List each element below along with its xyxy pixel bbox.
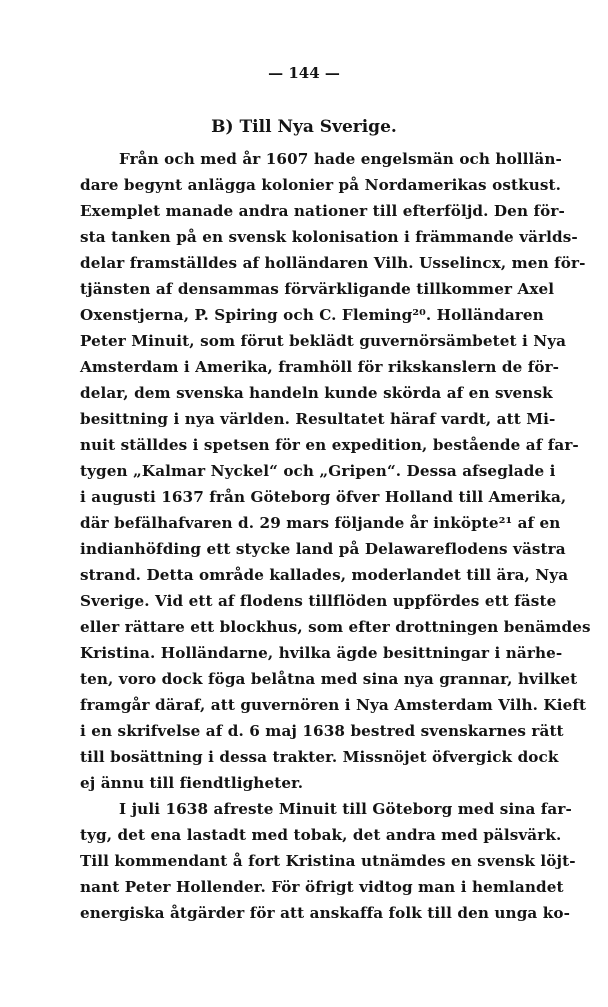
text-line: Exemplet manade andra nationer till efterföljd. Den för-: [80, 202, 565, 220]
text-line: indianhöfding ett stycke land på Delawareflodens västra: [80, 540, 566, 558]
text-line: strand. Detta område kallades, moderlandet till ära, Nya: [80, 566, 569, 584]
text-line: till bosättning i dessa trakter. Missnöjet öfvergick dock: [80, 748, 559, 766]
text-line: Peter Minuit, som förut beklädt guvernörsämbetet i Nya: [80, 332, 567, 350]
text-line: framgår däraf, att guvernören i Nya Amsterdam Vilh. Kieft: [80, 696, 587, 714]
text-line: dare begynt anlägga kolonier på Nordamerikas ostkust.: [80, 176, 561, 194]
text-line: ten, voro dock föga belåtna med sina nya grannar, hvilket: [80, 670, 578, 688]
text-line: sta tanken på en svensk kolonisation i främmande världs-: [80, 228, 578, 246]
text-line: i augusti 1637 från Göteborg öfver Holland till Amerika,: [80, 488, 567, 506]
text-line: Från och med år 1607 hade engelsmän och holllän-: [119, 150, 562, 168]
text-line: delar framställdes af holländaren Vilh. Usselincx, men för-: [80, 254, 586, 272]
text-line: Till kommendant å fort Kristina utnämdes en svensk löjt-: [80, 852, 576, 870]
text-line: nant Peter Hollender. För öfrigt vidtog man i hemlandet: [80, 878, 564, 896]
text-line: Amsterdam i Amerika, framhöll för rikskanslern de för-: [80, 358, 560, 376]
text-line: Sverige. Vid ett af flodens tillflöden uppfördes ett fäste: [80, 592, 557, 610]
text-line: tyg, det ena lastadt med tobak, det andra med pälsvärk.: [80, 826, 562, 844]
text-line: tjänsten af densammas förvärkligande tillkommer Axel: [80, 280, 555, 298]
section-heading: B) Till Nya Sverige.: [211, 117, 397, 137]
text-line: delar, dem svenska handeln kunde skörda af en svensk: [80, 384, 553, 402]
text-line: besittning i nya världen. Resultatet häraf vardt, att Mi-: [80, 410, 556, 428]
text-line: Oxenstjerna, P. Spiring och C. Fleming²⁰. Holländaren: [80, 306, 544, 324]
text-line: energiska åtgärder för att anskaffa folk till den unga ko-: [80, 904, 571, 922]
text-line: eller rättare ett blockhus, som efter drottningen benämdes: [80, 618, 591, 636]
text-line: i en skrifvelse af d. 6 maj 1638 bestred svenskarnes rätt: [80, 722, 564, 740]
text-line: där befälhafvaren d. 29 mars följande år inköpte²¹ af en: [80, 514, 561, 532]
text-line: tygen „Kalmar Nyckel“ och „Gripen“. Dessa afseglade i: [80, 462, 556, 480]
text-line: ej ännu till fiendtligheter.: [80, 774, 304, 792]
text-line: I juli 1638 afreste Minuit till Göteborg med sina far-: [119, 800, 572, 818]
text-line: Kristina. Holländarne, hvilka ägde besittningar i närhe-: [80, 644, 563, 662]
text-line: nuit ställdes i spetsen för en expedition, bestående af far-: [80, 436, 579, 454]
page-number: — 144 —: [268, 64, 340, 82]
